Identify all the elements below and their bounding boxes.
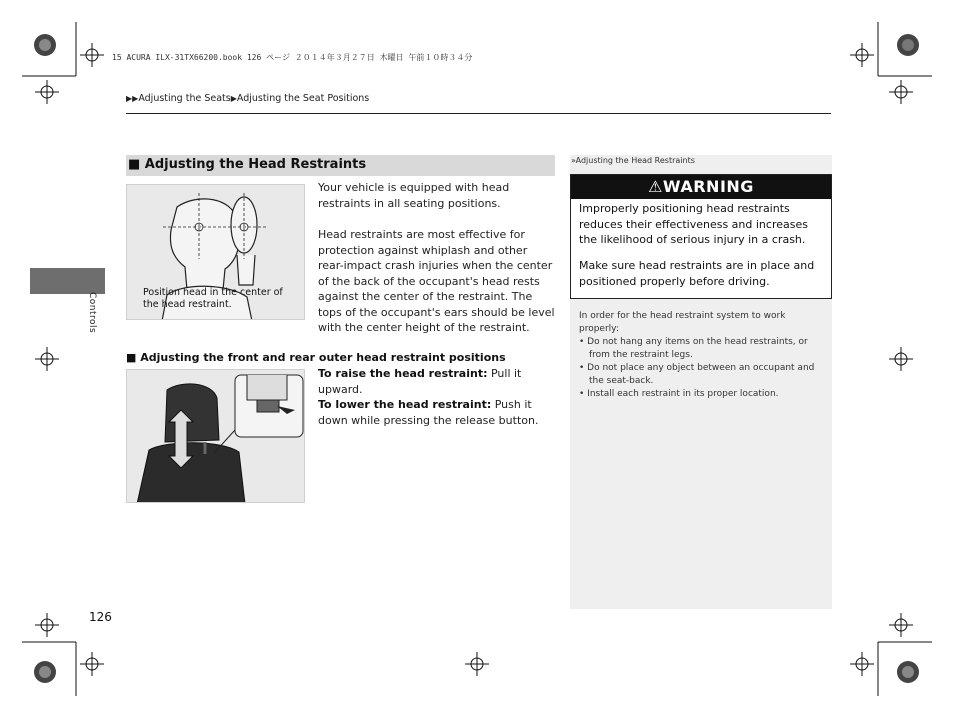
breadcrumb-link-seats[interactable]: Adjusting the Seats (138, 93, 231, 104)
breadcrumb-link-seat-positions[interactable]: Adjusting the Seat Positions (236, 93, 370, 104)
intro-paragraph: Your vehicle is equipped with head restraints in all seating positions. (318, 181, 510, 210)
note-intro: In order for the head restraint system to work properly: (579, 311, 786, 334)
breadcrumb-arrow-icon: ▶▶ (126, 94, 139, 103)
note-item: • Do not place any object between an occupant and the seat-back. (579, 363, 815, 386)
warning-paragraph-1: Improperly positioning head restraints reduces their effectiveness and increases the likelihood of serious injury in a crash. (579, 202, 808, 246)
subsection-heading: ■ Adjusting the front and rear outer head restraint positions (126, 351, 506, 364)
raise-text: Pull it upward. (318, 367, 522, 396)
note-item: • Do not hang any items on the head restraints, or from the restraint legs. (579, 337, 808, 360)
effectiveness-paragraph: Head restraints are most effective for protection against whiplash and other rear-impact crash injuries when the center of the back of the occupant's head rests against the center of the restraint. The tops of the occupant's ears should be level with the center height of the restraint. (318, 228, 555, 334)
warning-title: WARNING (662, 177, 754, 196)
page-number: 126 (89, 610, 112, 624)
warning-header (571, 175, 831, 199)
adjust-instructions (318, 366, 558, 428)
raise-label: To raise the head restraint: (318, 367, 488, 380)
note-item: • Install each restraint in its proper location. (579, 389, 779, 399)
warning-triangle-icon: ⚠ (648, 177, 663, 196)
lower-text: Push it down while pressing the release button. (318, 398, 539, 427)
head-restraint-adjust-figure (126, 369, 305, 503)
chapter-tab-label: Controls (87, 292, 97, 334)
lower-label: To lower the head restraint: (318, 398, 492, 411)
warning-paragraph-2: Make sure head restraints are in place and positioned properly before driving. (579, 259, 815, 288)
figure-caption: Position head in the center of the head restraint. (143, 287, 283, 310)
section-heading-bar (126, 155, 555, 176)
sidebar-reference[interactable]: »Adjusting the Head Restraints (571, 156, 695, 165)
breadcrumb (126, 93, 369, 104)
print-header: 15 ACURA ILX-31TX66200.book 126 ページ ２０１４年３月２７日 木曜日 午前１０時３４分 (112, 53, 473, 62)
seat-illustration (127, 370, 305, 503)
section-title: ■ Adjusting the Head Restraints (128, 157, 367, 172)
header-rule (126, 113, 831, 114)
sidebar-note (579, 310, 825, 401)
breadcrumb-separator-icon: ▶ (230, 94, 237, 103)
chapter-tab[interactable] (30, 268, 105, 294)
